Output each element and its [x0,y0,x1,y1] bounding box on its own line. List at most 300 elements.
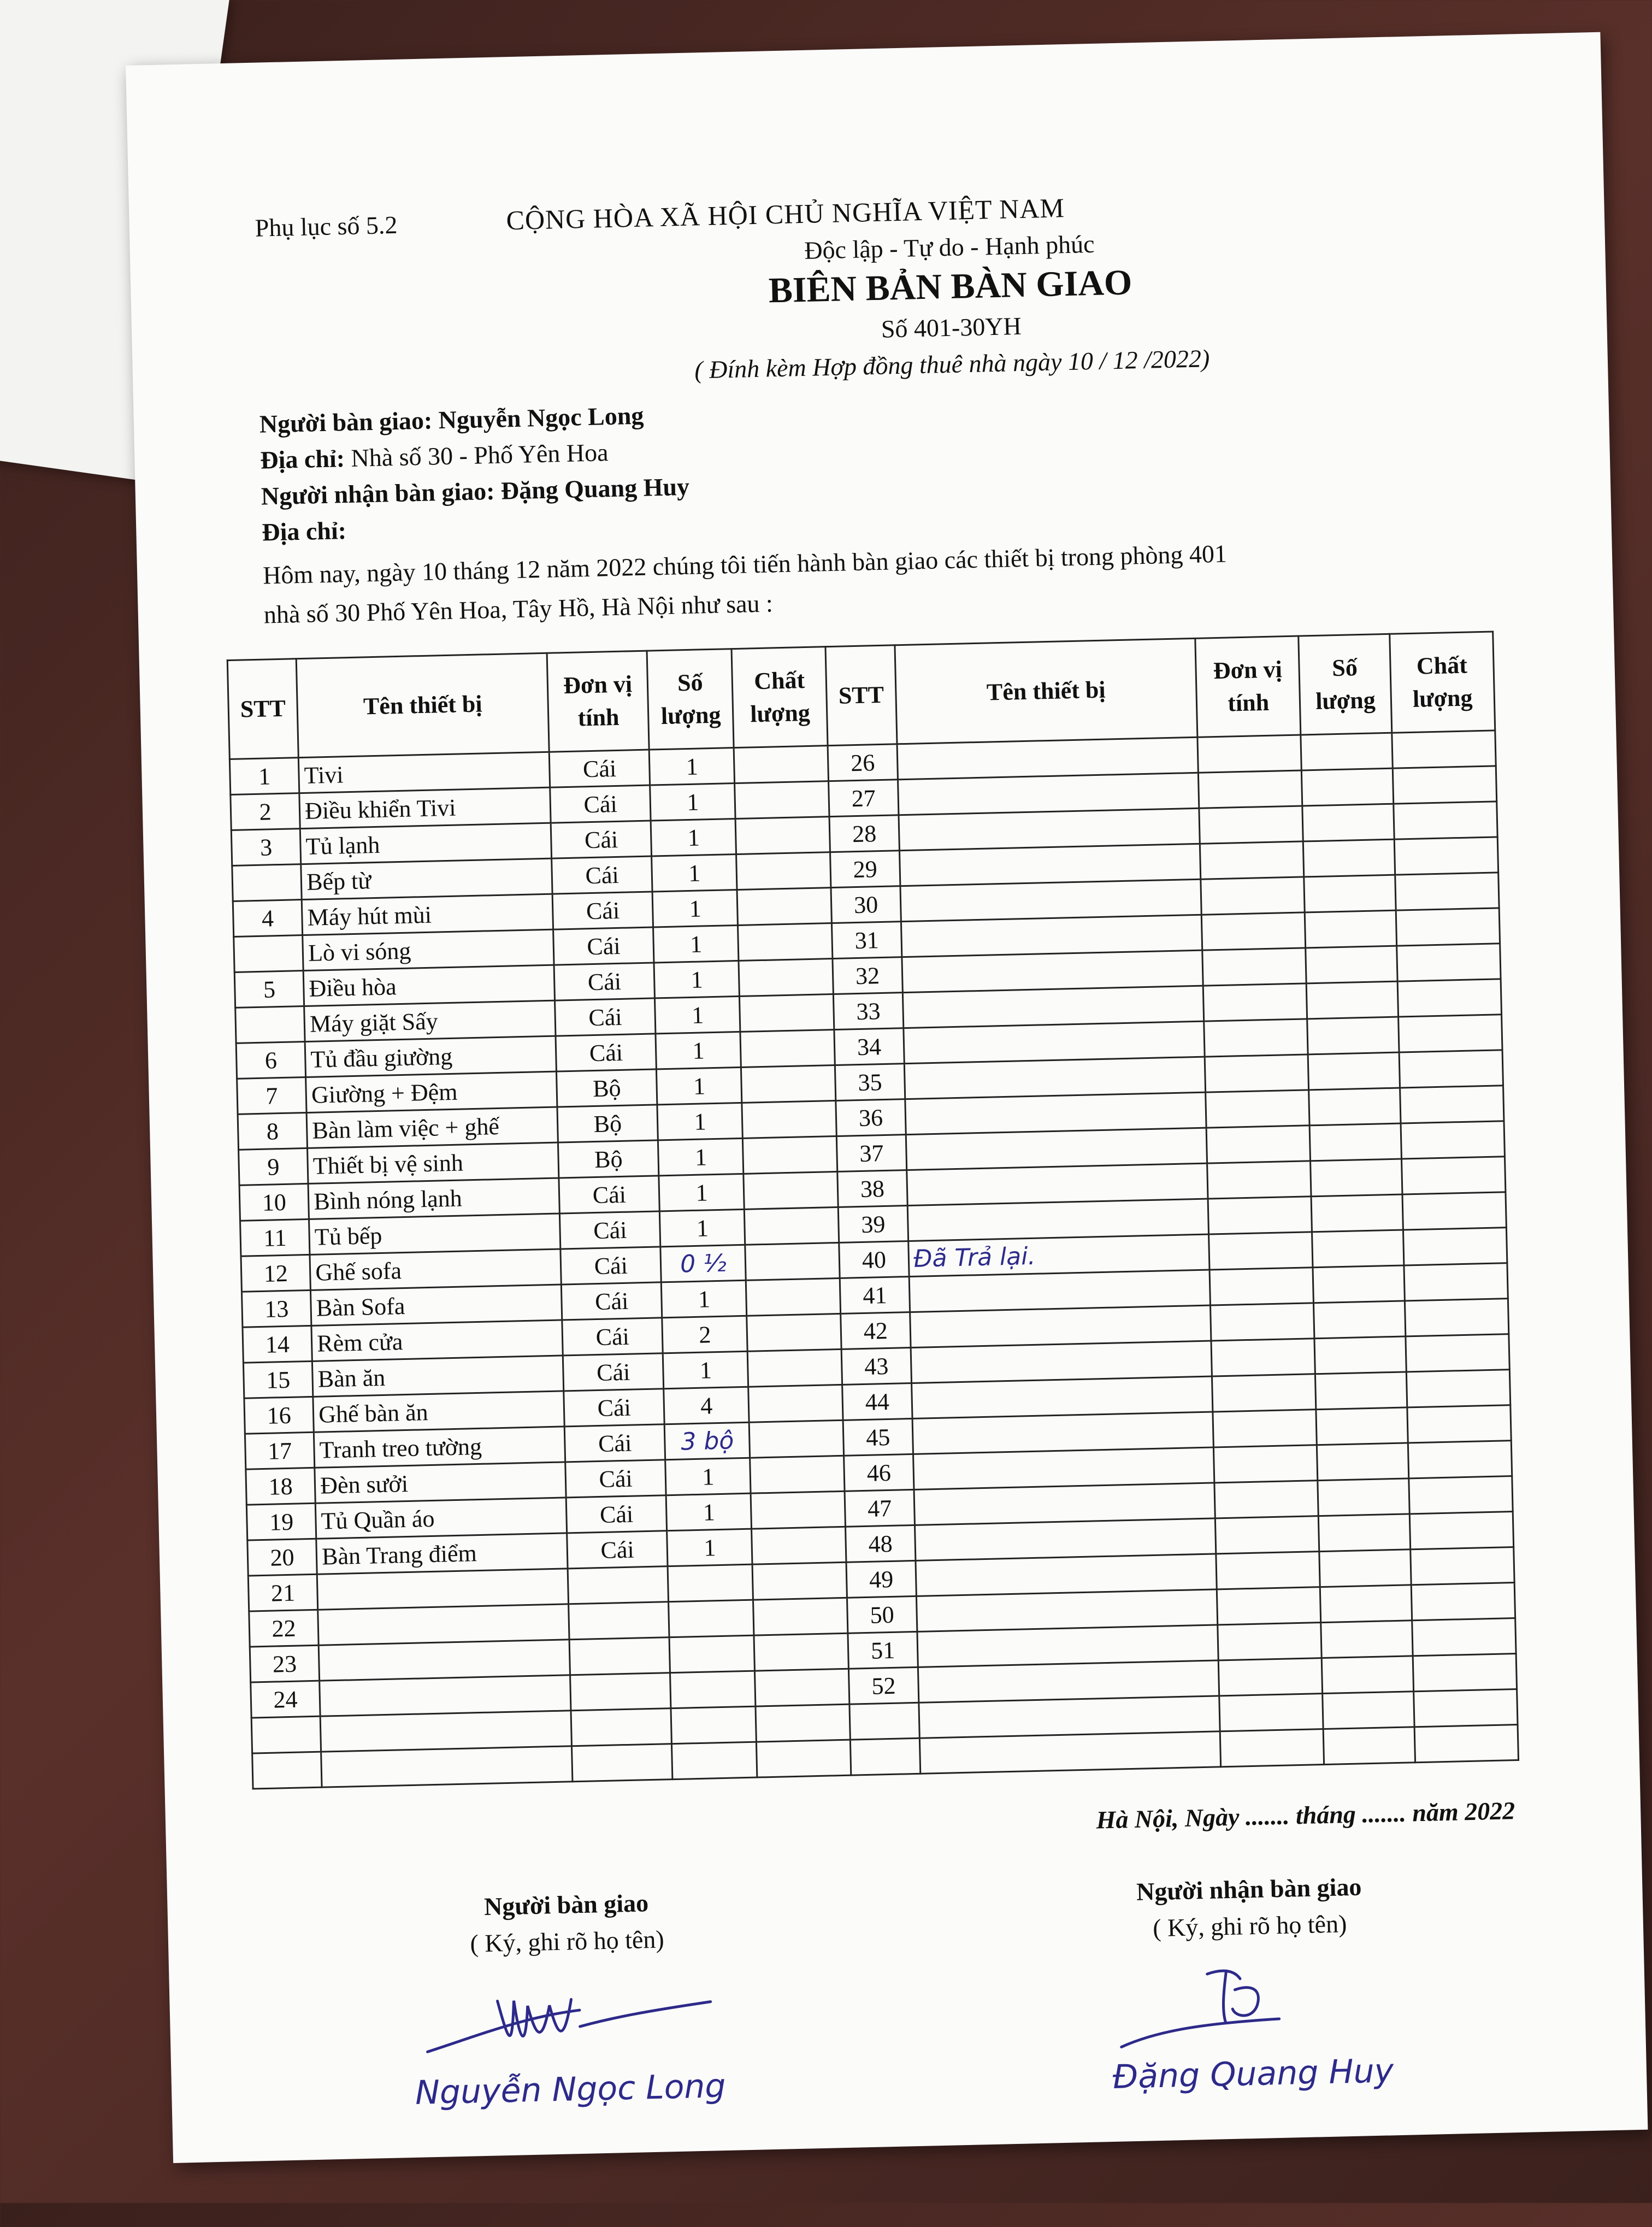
document-content [240,182,1545,2224]
col-header-unit-2: Đơn vị tính [1195,636,1301,737]
row-unit: Cái [564,1424,665,1462]
row-name: Máy hút mùi [302,894,553,935]
row-unit-2 [1209,1232,1313,1270]
row-stt: 10 [239,1183,309,1221]
row-unit: Cái [566,1495,667,1533]
row-qty: 1 [653,925,739,962]
row-stt-2: 52 [849,1667,919,1704]
row-qty: 1 [663,1351,748,1388]
row-unit-2 [1201,912,1306,950]
row-stt-2: 35 [835,1064,905,1101]
row-unit: Cái [554,998,656,1036]
row-quality-2 [1410,1547,1514,1585]
row-stt-2: 27 [829,780,899,817]
row-quality-2 [1396,944,1501,981]
row-name: Máy giặt Sấy [304,1000,556,1041]
row-stt: 16 [244,1397,314,1434]
row-quality [748,1349,842,1387]
row-unit: Cái [564,1389,665,1427]
row-unit: Bộ [557,1105,658,1142]
row-qty [665,1422,750,1459]
giver-signature-title: Người bàn giao [483,1889,649,1920]
row-name: Tủ lạnh [300,823,551,864]
row-stt-2: 47 [845,1489,914,1527]
row-quality-2 [1401,1121,1505,1159]
row-qty-2 [1313,1265,1405,1303]
col-header-name: Tên thiết bị [296,653,549,757]
row-unit-2 [1208,1197,1312,1234]
row-name [318,1640,570,1681]
row-name: Tivi [298,752,550,793]
row-quality-2 [1408,1476,1513,1514]
row-stt-2: 48 [846,1525,916,1562]
receiver-name: Đặng Quang Huy [500,472,690,505]
handwritten-qty: 0 ½ [680,1249,727,1279]
row-quality [745,1207,839,1245]
row-stt-2: 41 [840,1277,910,1314]
row-qty: 1 [657,1067,742,1104]
row-qty-2 [1308,1052,1400,1090]
row-unit-2 [1198,770,1302,808]
row-unit: Cái [565,1460,666,1498]
row-name-2 [899,808,1200,850]
row-name: Bình nóng lạnh [308,1178,559,1219]
row-name: Ghế sofa [310,1249,561,1290]
row-qty: 1 [657,1103,742,1140]
row-name: Bàn Sofa [311,1285,562,1325]
row-qty: 1 [659,1174,744,1211]
row-name-2 [898,773,1199,815]
row-qty: 1 [654,961,739,998]
row-unit-2 [1220,1729,1324,1767]
col-header-stt-2: STT [825,645,896,746]
row-stt: 15 [243,1361,313,1398]
row-name [320,1675,571,1716]
date-line: Hà Nội, Ngày ....... tháng ....... năm 2022 [1095,1796,1515,1834]
row-qty-2 [1311,1159,1402,1197]
row-qty: 1 [655,996,740,1033]
row-stt-2: 46 [844,1454,914,1491]
row-qty-2 [1319,1514,1411,1552]
row-stt: 8 [238,1112,308,1150]
row-quality-2 [1404,1263,1508,1301]
row-unit-2 [1218,1658,1323,1696]
row-stt-2: 38 [837,1170,907,1207]
row-quality [743,1136,837,1174]
row-unit: Cái [559,1176,660,1213]
row-name: Lò vi sóng [303,929,554,970]
row-qty: 1 [662,1280,747,1317]
row-name: Điều hòa [303,965,554,1006]
row-unit-2 [1217,1587,1321,1625]
table-body [229,730,1518,1789]
row-quality-2 [1402,1192,1507,1230]
handwritten-qty: 3 bộ [680,1426,734,1456]
row-stt [252,1752,322,1789]
row-quality-2 [1408,1441,1512,1478]
row-quality [752,1562,847,1600]
row-quality [748,1384,843,1422]
row-stt: 22 [249,1610,319,1647]
row-quality-2 [1406,1370,1511,1407]
row-name: Rèm cửa [311,1320,563,1361]
row-name [317,1569,568,1610]
row-quality-2 [1406,1334,1510,1372]
row-qty-2 [1321,1621,1413,1658]
row-name [320,1711,571,1752]
col-header-qty: Số lượng [647,649,734,750]
row-qty-2 [1302,804,1394,841]
row-name [318,1604,569,1645]
row-quality-2 [1400,1086,1504,1123]
row-qty [671,1706,756,1743]
row-stt-2: 45 [843,1418,913,1456]
row-quality [734,746,828,783]
row-stt: 3 [231,829,301,866]
row-qty: 1 [666,1493,752,1530]
row-name: Thiết bị vệ sinh [308,1142,559,1183]
intro-line-2: nhà số 30 Phố Yên Hoa, Tây Hồ, Hà Nội như sau : [263,589,774,629]
row-unit-2 [1207,1161,1312,1199]
document-sheet [126,32,1648,2163]
row-unit-2 [1201,877,1305,915]
row-unit: Cái [549,750,650,787]
receiver-written-name: Đặng Quang Huy [1112,2052,1394,2096]
row-unit-2 [1215,1516,1319,1554]
row-unit-2 [1213,1445,1318,1483]
row-name: Đèn sưởi [315,1462,566,1503]
national-title: CỘNG HÒA XÃ HỘI CHỦ NGHĨA VIỆT NAM [505,192,1065,236]
row-unit-2 [1210,1268,1314,1305]
row-unit: Cái [562,1318,663,1356]
row-quality-2 [1413,1654,1517,1692]
giver-signature-scribble [415,1963,723,2079]
row-qty-2 [1302,768,1394,806]
row-unit-2 [1214,1481,1319,1518]
row-stt-2: 31 [832,922,902,959]
row-quality [753,1598,848,1635]
national-motto: Độc lập - Tự do - Hạnh phúc [804,229,1095,264]
row-stt-2: 30 [831,886,901,923]
row-quality-2 [1412,1618,1516,1656]
address2-label: Địa chỉ: [261,516,347,546]
row-quality [742,1100,836,1138]
row-quality-2 [1413,1689,1518,1727]
row-name: Bàn ăn [312,1356,564,1397]
row-stt: 21 [248,1574,318,1611]
row-qty-2 [1301,733,1393,770]
col-header-name-2: Tên thiết bị [894,638,1197,744]
row-stt-2: 33 [834,993,904,1030]
row-unit-2 [1206,1126,1311,1163]
row-stt-2: 43 [842,1348,912,1385]
giver-signature-block [375,1886,762,2113]
row-stt: 6 [236,1042,306,1079]
row-quality [756,1704,850,1742]
row-stt: 5 [234,971,304,1008]
row-qty: 1 [665,1458,751,1495]
signature-row [293,1868,1545,2224]
row-quality-2 [1393,766,1497,804]
row-unit-2 [1219,1694,1324,1731]
row-unit: Cái [567,1531,668,1569]
document-number: Số 401-30YH [881,311,1022,343]
row-stt-2 [851,1738,921,1775]
row-qty-2 [1315,1372,1407,1410]
equipment-table [227,631,1519,1789]
row-unit: Cái [554,963,655,1000]
row-unit-2 [1202,948,1307,986]
row-qty-2 [1309,1123,1401,1161]
row-stt: 18 [246,1468,316,1505]
row-unit [568,1566,669,1604]
row-qty-2 [1303,839,1395,877]
row-qty-2 [1314,1301,1406,1339]
col-header-unit: Đơn vị tính [547,651,650,752]
row-qty [670,1671,756,1708]
row-qty-2 [1317,1443,1409,1481]
row-qty [669,1600,754,1637]
row-stt-2: 51 [848,1631,918,1669]
giver-signature-note: ( Ký, ghi rõ họ tên) [469,1925,665,1958]
row-unit: Cái [553,927,654,965]
parties-info [259,378,1507,551]
giver-written-name: Nguyễn Ngọc Long [415,2067,727,2112]
row-stt-2: 44 [842,1383,912,1420]
row-qty-2 [1305,910,1397,948]
row-stt-2: 26 [828,744,898,781]
intro-line-1: Hôm nay, ngày 10 tháng 12 năm 2022 chúng tôi tiến hành bàn giao các thiết bị trong phòng 401 [262,539,1228,590]
row-unit: Cái [551,821,652,858]
row-qty-2 [1319,1550,1411,1587]
row-qty: 4 [664,1387,749,1424]
row-quality-2 [1414,1724,1519,1762]
col-header-stt: STT [227,659,298,759]
row-quality [745,1242,840,1280]
row-unit [569,1602,670,1640]
row-qty-2 [1306,946,1397,983]
row-unit-2 [1199,806,1303,844]
row-unit: Cái [560,1247,662,1285]
row-name: Bếp từ [301,858,552,899]
row-qty: 1 [650,783,735,821]
row-stt-2: 34 [834,1028,904,1065]
row-unit-2 [1200,841,1304,879]
row-stt-2: 32 [833,957,902,994]
row-unit: Bộ [558,1140,659,1178]
row-name [321,1746,573,1787]
row-unit [571,1744,672,1782]
row-stt: 17 [245,1432,315,1469]
row-qty-2 [1316,1407,1408,1445]
row-unit-2 [1204,1019,1308,1057]
row-quality-2 [1395,873,1499,910]
row-stt: 1 [229,758,299,795]
row-stt [234,935,304,973]
row-qty [670,1635,755,1672]
row-quality-2 [1409,1512,1514,1550]
row-stt [232,864,302,902]
row-quality-2 [1399,1050,1503,1088]
row-unit [569,1637,670,1675]
row-unit-2 [1212,1374,1317,1412]
row-stt: 20 [247,1539,317,1576]
row-qty-2 [1309,1088,1401,1126]
row-unit: Cái [550,785,651,823]
row-quality [746,1278,841,1316]
address-value: Nhà số 30 - Phố Yên Hoa [350,438,609,472]
row-qty-2 [1322,1656,1414,1694]
row-quality [750,1456,845,1493]
row-quality-2 [1398,1015,1502,1052]
row-unit: Cái [563,1353,664,1391]
row-unit: Cái [556,1034,657,1071]
row-stt: 7 [237,1077,307,1114]
row-stt [251,1716,321,1753]
row-stt: 2 [231,793,300,830]
row-unit [571,1708,672,1746]
row-qty: 1 [656,1032,741,1069]
row-qty-2 [1304,875,1396,912]
row-quality [751,1491,845,1529]
row-quality [738,923,833,961]
row-stt: 11 [240,1219,310,1256]
row-qty-2 [1312,1230,1404,1268]
col-header-quality: Chất lượng [731,647,828,748]
row-stt-2: 28 [829,815,899,852]
row-quality [737,888,831,926]
row-qty: 1 [652,855,737,892]
row-quality [739,959,833,997]
row-quality [744,1171,838,1209]
row-stt: 4 [233,900,303,937]
row-quality-2 [1394,837,1498,875]
handwritten-note: Đã Trả lại. [913,1242,1036,1273]
row-stt-2: 37 [837,1135,907,1172]
row-name: Giường + Đệm [306,1071,557,1112]
row-quality-2 [1403,1228,1507,1265]
row-qty-2 [1323,1692,1414,1729]
row-stt: 9 [239,1148,309,1185]
row-unit-2 [1197,735,1302,773]
row-unit: Cái [552,856,653,894]
appendix-label: Phụ lục số 5.2 [255,210,398,242]
row-stt: 24 [251,1681,321,1718]
row-quality-2 [1407,1405,1511,1443]
giver-name: Nguyễn Ngọc Long [438,401,644,434]
row-quality [735,817,830,855]
row-quality [752,1527,846,1564]
row-quality-2 [1397,979,1502,1017]
row-name: Tủ đầu giường [305,1036,556,1077]
giver-label: Người bàn giao: [259,406,433,438]
row-unit: Cái [552,892,653,929]
row-name: Bàn làm việc + ghế [306,1107,558,1148]
document-title: BIÊN BẢN BÀN GIAO [768,262,1133,311]
row-stt-2 [849,1702,919,1740]
row-stt-2: 40 [839,1241,909,1279]
row-qty [660,1245,746,1282]
row-name: Điều khiển Tivi [299,787,551,828]
row-qty-2 [1307,981,1399,1019]
row-name: Tủ bếp [309,1213,560,1254]
row-qty: 1 [650,748,735,785]
row-stt-2: 39 [839,1206,908,1243]
row-qty-2 [1314,1336,1406,1374]
row-qty-2 [1320,1585,1412,1623]
row-unit-2 [1206,1090,1310,1128]
row-stt-2: 42 [841,1312,911,1350]
row-name: Bàn Trang điểm [316,1533,568,1574]
row-unit-2 [1203,983,1307,1021]
row-unit-2 [1211,1303,1315,1341]
row-qty: 1 [653,889,738,927]
row-stt-2: 49 [846,1560,916,1598]
row-stt-2: 29 [830,851,900,888]
row-qty [668,1564,753,1601]
row-quality [740,1030,835,1068]
row-qty-2 [1307,1017,1399,1054]
row-qty-2 [1311,1194,1403,1232]
row-quality [735,781,829,819]
row-quality [749,1420,843,1458]
row-quality-2 [1393,802,1497,839]
row-qty [672,1742,757,1779]
row-quality [741,1065,836,1103]
row-quality [755,1669,849,1706]
receiver-signature-title: Người nhận bàn giao [1136,1872,1362,1906]
row-qty: 2 [662,1316,747,1353]
row-qty: 1 [658,1138,744,1175]
row-quality [740,994,834,1032]
row-unit [570,1673,671,1711]
row-unit-2 [1211,1339,1315,1376]
row-quality-2 [1405,1299,1509,1336]
row-stt: 14 [243,1325,312,1363]
row-qty: 1 [660,1209,745,1246]
row-quality [736,852,831,890]
receiver-signature-block [1058,1870,1445,2098]
row-unit-2 [1216,1552,1320,1589]
row-qty: 1 [651,819,736,856]
row-qty: 1 [667,1529,752,1566]
row-unit: Cái [561,1282,662,1320]
row-stt: 19 [246,1503,316,1540]
row-stt: 13 [241,1290,311,1327]
row-unit-2 [1205,1054,1309,1092]
row-quality-2 [1411,1583,1515,1621]
row-quality [747,1313,841,1351]
receiver-signature-scribble [1098,1948,1406,2064]
col-header-qty-2: Số lượng [1299,634,1391,735]
row-name-2 [909,1270,1211,1312]
row-name: Tranh treo tường [314,1427,565,1468]
row-name: Tủ Quần áo [315,1498,567,1539]
row-stt-2: 36 [836,1099,906,1136]
row-quality-2 [1396,908,1500,946]
row-qty-2 [1323,1727,1415,1765]
address-label: Địa chỉ: [259,444,345,474]
row-unit: Bộ [556,1069,657,1107]
row-unit-2 [1213,1410,1317,1447]
row-quality [757,1740,851,1777]
receiver-signature-note: ( Ký, ghi rõ họ tên) [1152,1910,1347,1942]
col-header-quality-2: Chất lượng [1389,632,1495,733]
attachment-note: ( Đính kèm Hợp đồng thuê nhà ngày 10 / 12 /2022) [694,344,1210,384]
row-stt: 12 [241,1254,311,1292]
row-name-2 [919,1731,1221,1774]
row-name: Ghế bàn ăn [313,1391,564,1432]
